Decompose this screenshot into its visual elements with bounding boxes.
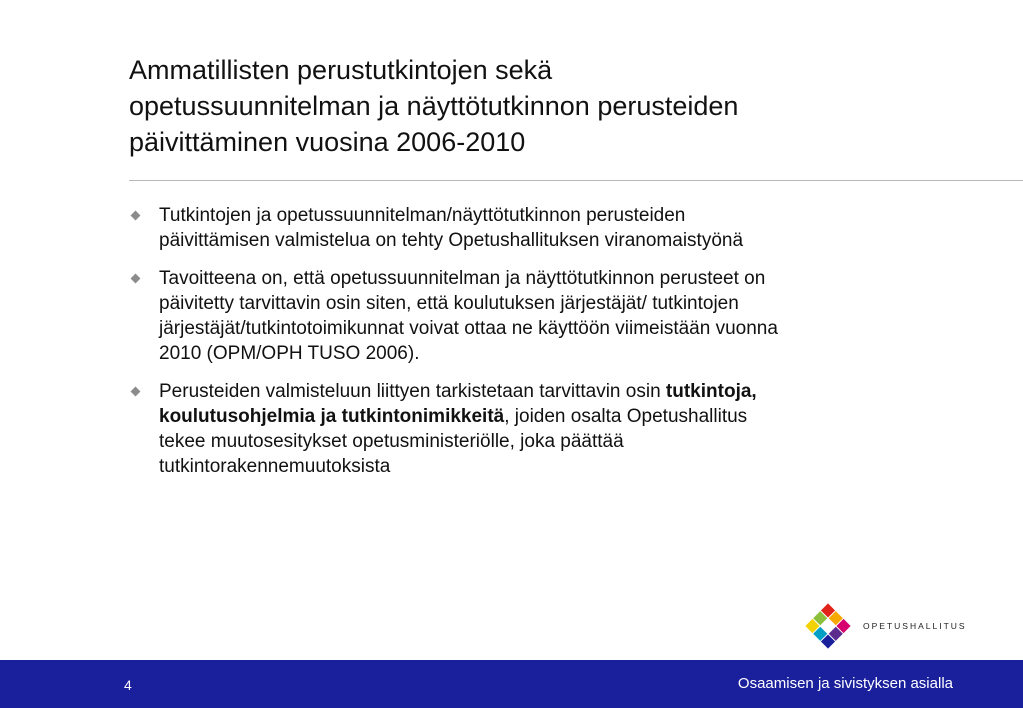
bullet-text: , joiden osalta Opetushallitus [504,406,748,427]
bullet-text-line: tekee muutosesitykset opetusministeriölle, joka päättää [159,431,624,452]
logo-wordmark: OPETUSHALLITUS [863,621,967,631]
title-line: Ammatillisten perustutkintojen sekä [129,55,553,85]
bullet-text-line: Tutkintojen ja opetussuunnitelman/näyttötutkinnon perusteiden [159,205,686,226]
title-divider [129,180,1023,181]
footer-bar [0,660,1023,708]
bullet-text-line: Tavoitteena on, että opetussuunnitelman ja näyttötutkinnon perusteet on [159,268,766,289]
logo-diamond-icon [805,603,851,649]
slide-title [129,52,989,160]
footer-tagline: Osaamisen ja sivistyksen asialla [737,675,953,692]
title-line: opetussuunnitelman ja näyttötutkinnon perusteiden [129,91,739,121]
page-number: 4 [124,677,132,693]
bullet-bold-text: tutkintoja, [665,381,757,402]
diamond-bullet-icon [131,387,141,397]
bullet-text-line: järjestäjät/tutkintotoimikunnat voivat ottaa ne käyttöön viimeistään vuonna [159,318,778,339]
bullet-text-line: päivittämisen valmistelua on tehty Opetushallituksen viranomaistyönä [159,230,744,251]
bullet-item [130,203,940,253]
bullet-item [130,266,940,366]
bullet-text-line [159,379,940,404]
bullet-text-line: tutkintorakennemuutoksista [159,456,391,477]
bullet-list [130,203,940,492]
title-line: päivittäminen vuosina 2006-2010 [129,127,526,157]
bullet-text-line [159,404,940,429]
diamond-bullet-icon [131,274,141,284]
bullet-text: Perusteiden valmisteluun liittyen tarkistetaan tarvittavin osin [159,381,666,402]
diamond-bullet-icon [131,211,141,221]
bullet-text-line: 2010 (OPM/OPH TUSO 2006). [159,343,420,364]
bullet-text-line: päivitetty tarvittavin osin siten, että koulutuksen järjestäjät/ tutkintojen [159,293,739,314]
bullet-item [130,379,940,479]
opetushallitus-logo [805,603,965,651]
bullet-bold-text: koulutusohjelmia ja tutkintonimikkeitä [159,406,505,427]
